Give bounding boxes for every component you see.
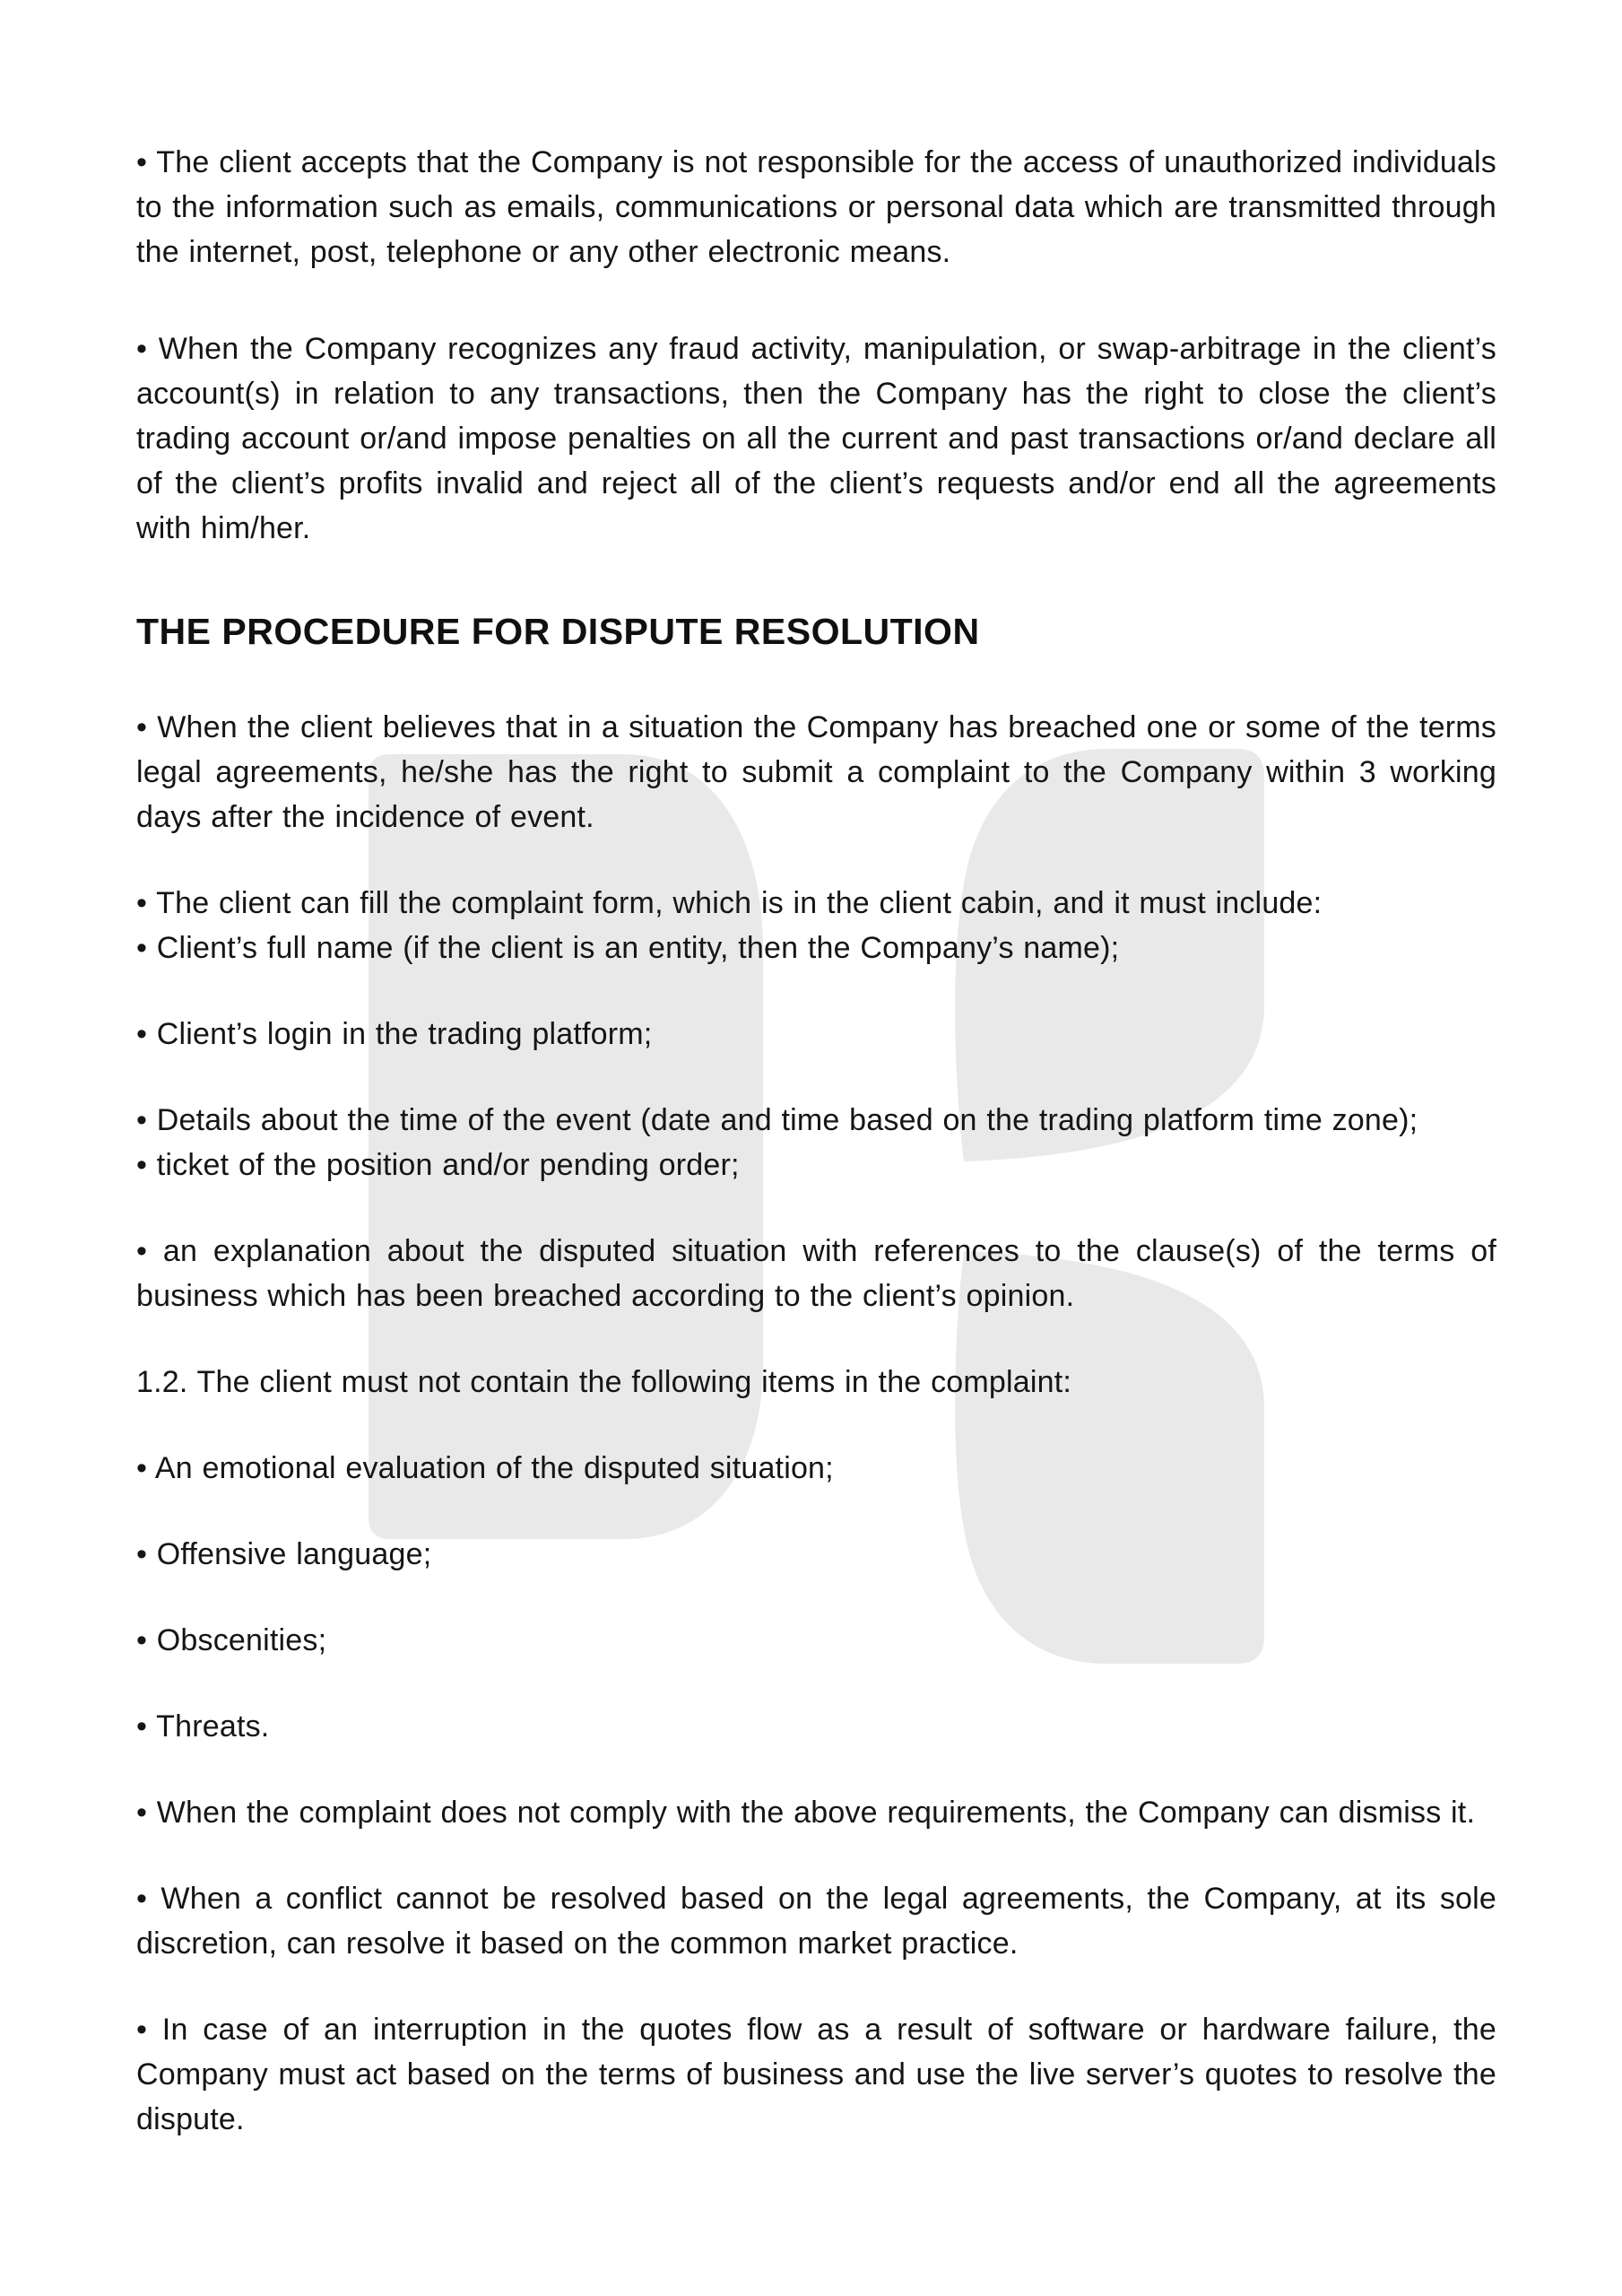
bullet-paragraph-conflict-resolution: • When a conflict cannot be resolved based on the legal agreements, the Company, at its sole discretion, can resolve it based on the common market practice. — [136, 1882, 1496, 1961]
bullet-paragraph-offensive-language: • Offensive language; — [136, 1537, 432, 1571]
bullet-paragraph-obscenities: • Obscenities; — [136, 1623, 327, 1657]
bullet-paragraph-quotes-interruption: • In case of an interruption in the quotes flow as a result of software or hardware failure, the Company must act based on the terms of business and use the live server’s quotes to resolve the dispute. — [136, 2013, 1496, 2136]
bullet-paragraph-emotional-evaluation: • An emotional evaluation of the disputed situation; — [136, 1451, 834, 1485]
bullet-paragraph-client-believes: • When the client believes that in a situation the Company has breached one or some of the terms legal agreements, he/she has the right to submit a complaint to the Company within 3 working days after the incidence of event. — [136, 710, 1496, 834]
section-heading-dispute-resolution: THE PROCEDURE FOR DISPUTE RESOLUTION — [136, 611, 980, 652]
bullet-paragraph-unauthorized-access: • The client accepts that the Company is not responsible for the access of unauthorized individuals to the information such as emails, communications or personal data which are transmitted through the internet, post, telephone or any other electronic means. — [136, 145, 1496, 269]
bullet-paragraph-full-name: • Client’s full name (if the client is an entity, then the Company’s name); — [136, 931, 1120, 965]
bullet-paragraph-threats: • Threats. — [136, 1709, 270, 1744]
bullet-paragraph-event-details: • Details about the time of the event (date and time based on the trading platform time zone); — [136, 1103, 1418, 1137]
bullet-paragraph-complaint-form: • The client can fill the complaint form, which is in the client cabin, and it must include: — [136, 886, 1323, 920]
bullet-paragraph-explanation: • an explanation about the disputed situation with references to the clause(s) of the terms of business which has been breached according to the client’s opinion. — [136, 1234, 1496, 1313]
bullet-paragraph-dismiss-complaint: • When the complaint does not comply with the above requirements, the Company can dismiss it. — [136, 1796, 1476, 1830]
bullet-paragraph-client-login: • Client’s login in the trading platform; — [136, 1017, 653, 1051]
numbered-paragraph-1-2: 1.2. The client must not contain the following items in the complaint: — [136, 1365, 1072, 1399]
bullet-paragraph-ticket-position: • ticket of the position and/or pending order; — [136, 1148, 740, 1182]
document-body — [136, 140, 1496, 2142]
bullet-paragraph-fraud-activity: • When the Company recognizes any fraud activity, manipulation, or swap-arbitrage in the client’s account(s) in relation to any transactions, then the Company has the right to close the client’s trading account or/and impose penalties on all the current and past transactions or/and declare all of the client’s profits invalid and reject all of the client’s requests and/or end all the agreements with him/her. — [136, 332, 1496, 545]
